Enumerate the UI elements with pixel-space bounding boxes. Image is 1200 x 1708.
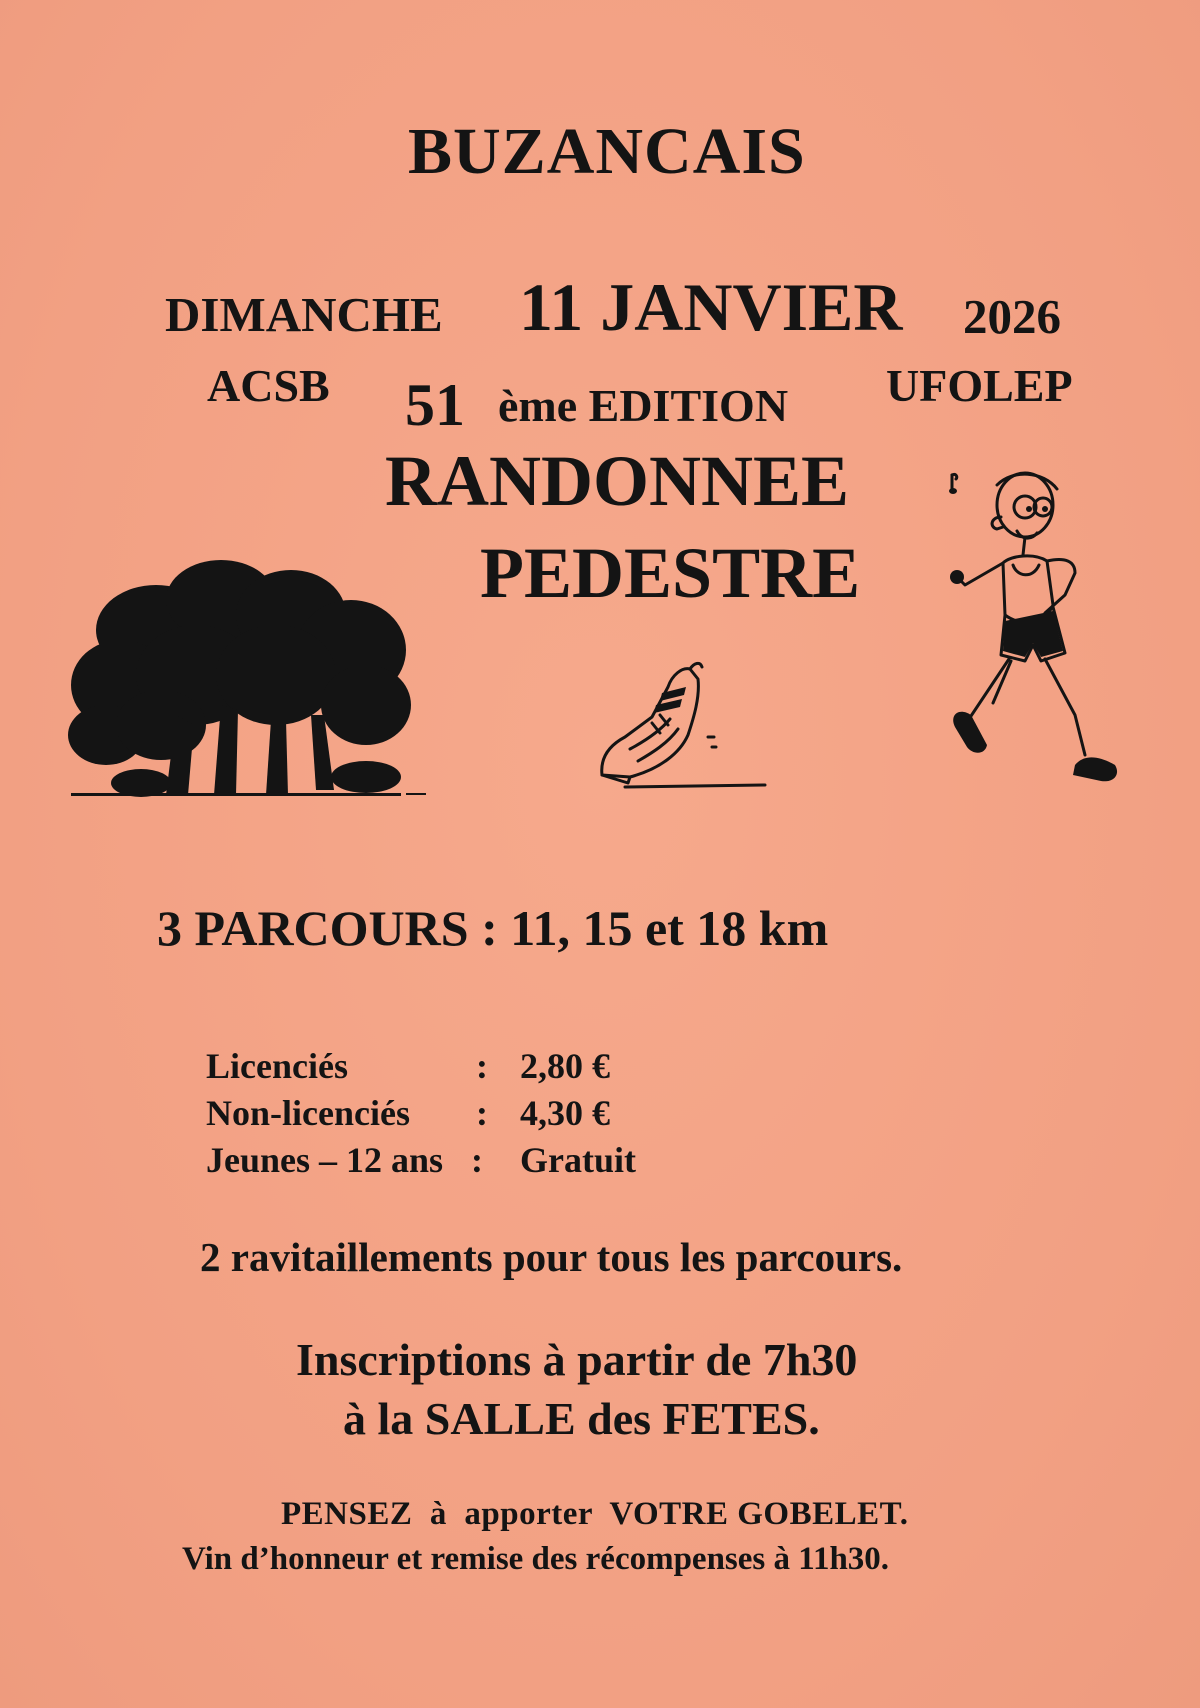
event-date: 11 JANVIER [519, 269, 903, 345]
registration-time: Inscriptions à partir de 7h30 [296, 1334, 858, 1385]
cup-reminder: PENSEZ à apporter VOTRE GOBELET. [281, 1496, 909, 1532]
event-title-line1: RANDONNEE [385, 441, 850, 521]
town-title: BUZANCAIS [408, 115, 806, 188]
price-separator: : [476, 1046, 488, 1086]
walking-man-icon [925, 465, 1125, 820]
price-label: Licenciés [206, 1046, 348, 1086]
event-title-line2: PEDESTRE [480, 533, 861, 613]
price-value: 4,30 € [520, 1093, 610, 1133]
price-separator: : [476, 1093, 488, 1133]
federation-name: UFOLEP [886, 360, 1073, 411]
trees-icon [66, 555, 436, 815]
edition-label: ème EDITION [498, 380, 789, 431]
routes-info: 3 PARCOURS : 11, 15 et 18 km [157, 900, 829, 956]
price-separator: : [471, 1140, 483, 1180]
price-value: 2,80 € [520, 1046, 610, 1086]
registration-place: à la SALLE des FETES. [343, 1393, 820, 1444]
running-shoe-icon [590, 657, 770, 792]
price-label: Jeunes – 12 ans [206, 1140, 444, 1180]
closing-ceremony: Vin d’honneur et remise des récompenses à 11h30. [182, 1541, 890, 1577]
event-year: 2026 [963, 289, 1061, 344]
event-day: DIMANCHE [165, 287, 443, 342]
refreshments-info: 2 ravitaillements pour tous les parcours. [200, 1234, 903, 1280]
price-value: Gratuit [520, 1140, 636, 1180]
price-label: Non-licenciés [206, 1093, 410, 1133]
organizer-club: ACSB [207, 360, 330, 411]
edition-number: 51 [405, 372, 465, 438]
